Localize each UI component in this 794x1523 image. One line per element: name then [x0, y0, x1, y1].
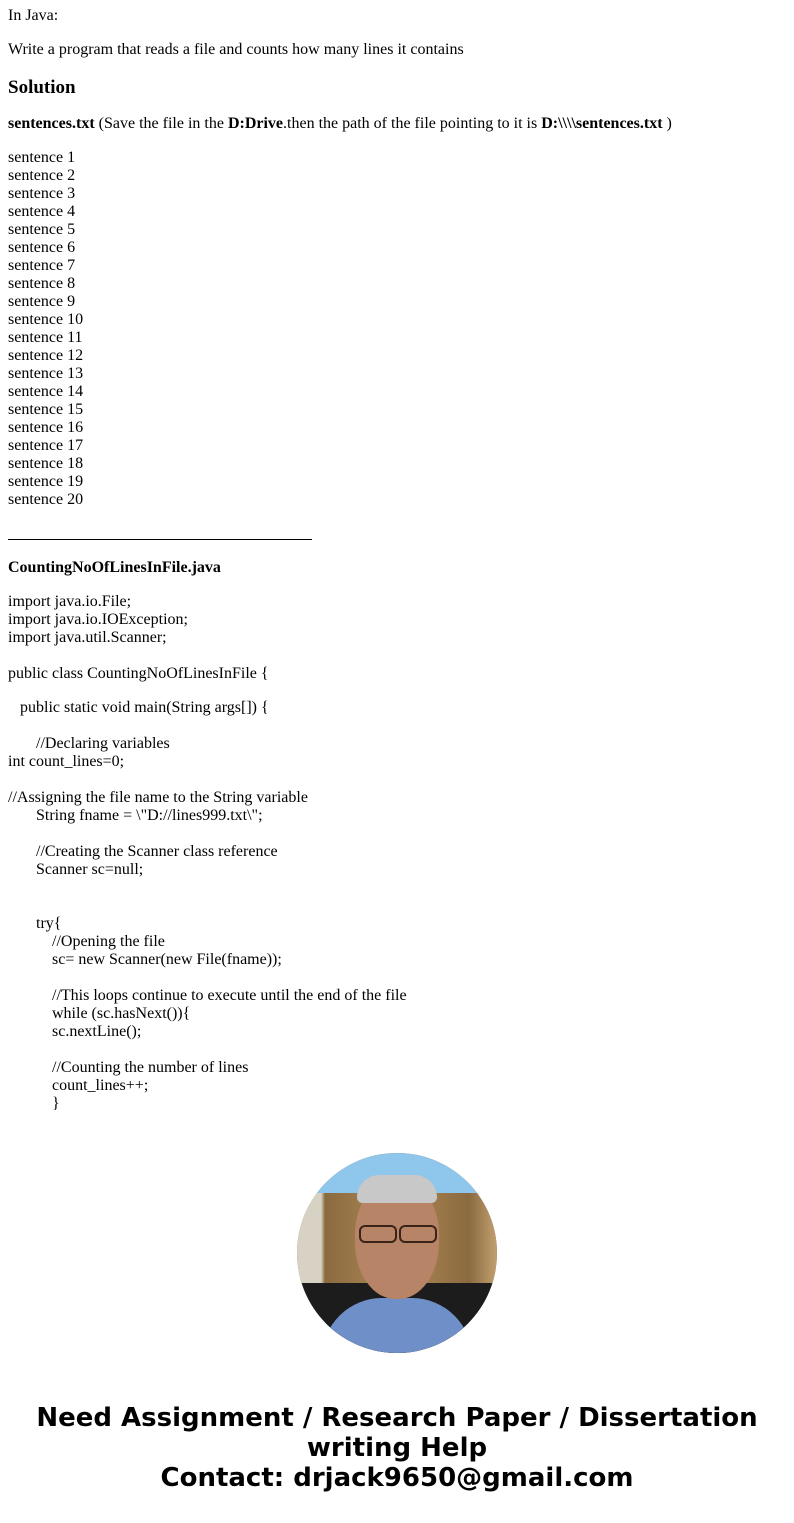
- sentence-line: sentence 12: [8, 347, 84, 364]
- sentence-line: sentence 16: [8, 419, 84, 436]
- banner-line: Need Assignment / Research Paper / Dissertation: [36, 1403, 758, 1433]
- question-text: Write a program that reads a file and counts how many lines it contains: [8, 41, 464, 58]
- sentence-line: sentence 18: [8, 455, 84, 472]
- author-avatar: [297, 1153, 497, 1353]
- sentence-line: sentence 9: [8, 293, 76, 310]
- note-text: .then the path of the file pointing to it is: [283, 115, 542, 132]
- solution-heading: Solution: [8, 77, 76, 98]
- code-line: sc.nextLine();: [52, 1023, 142, 1040]
- code-line: public class CountingNoOfLinesInFile {: [8, 665, 269, 682]
- code-line: import java.io.IOException;: [8, 611, 188, 628]
- code-line: String fname = \"D://lines999.txt\";: [36, 807, 263, 824]
- code-line: int count_lines=0;: [8, 753, 125, 770]
- code-line: import java.io.File;: [8, 593, 132, 610]
- code-line: try{: [36, 915, 62, 932]
- intro-text: In Java:: [8, 7, 59, 24]
- sentence-line: sentence 14: [8, 383, 84, 400]
- code-line: while (sc.hasNext()){: [52, 1005, 191, 1022]
- note-text: (Save the file in the: [94, 115, 228, 132]
- file-name: sentences.txt: [8, 115, 95, 132]
- code-line: import java.util.Scanner;: [8, 629, 167, 646]
- code-line: }: [52, 1095, 60, 1112]
- sentence-line: sentence 17: [8, 437, 84, 454]
- drive-name: D:Drive: [227, 115, 284, 132]
- code-line: //Creating the Scanner class reference: [36, 843, 278, 860]
- sentence-line: sentence 5: [8, 221, 76, 238]
- file-note: [8, 115, 786, 133]
- sentence-line: sentence 15: [8, 401, 84, 418]
- note-text: ): [662, 115, 672, 132]
- code-line: count_lines++;: [52, 1077, 149, 1094]
- code-line: //Declaring variables: [36, 735, 170, 752]
- sentence-line: sentence 1: [8, 149, 76, 166]
- code-line: sc= new Scanner(new File(fname));: [52, 951, 282, 968]
- banner-line: writing Help: [306, 1433, 488, 1463]
- sentence-line: sentence 10: [8, 311, 84, 328]
- sentence-line: sentence 19: [8, 473, 84, 490]
- sentences-list: [8, 149, 786, 509]
- contact-email: Contact: drjack9650@gmail.com: [160, 1463, 634, 1493]
- contact-banner: [0, 1403, 794, 1493]
- code-line: //Assigning the file name to the String variable: [8, 789, 308, 806]
- sentence-line: sentence 7: [8, 257, 76, 274]
- sentence-line: sentence 13: [8, 365, 84, 382]
- code-block: [8, 593, 786, 1113]
- sentence-line: sentence 20: [8, 491, 84, 508]
- code-line: //Opening the file: [52, 933, 165, 950]
- sentence-line: sentence 2: [8, 167, 76, 184]
- sentence-line: sentence 8: [8, 275, 76, 292]
- code-line: //Counting the number of lines: [52, 1059, 249, 1076]
- sentence-line: sentence 6: [8, 239, 76, 256]
- sentence-line: sentence 4: [8, 203, 76, 220]
- code-line: //This loops continue to execute until the end of the file: [52, 987, 407, 1004]
- sentence-line: sentence 11: [8, 329, 83, 346]
- java-filename: CountingNoOfLinesInFile.java: [8, 559, 221, 576]
- code-line: public static void main(String args[]) {: [20, 699, 269, 716]
- divider: [8, 539, 312, 540]
- sentence-line: sentence 3: [8, 185, 76, 202]
- code-line: Scanner sc=null;: [36, 861, 144, 878]
- file-path: D:\\\\sentences.txt: [541, 115, 663, 132]
